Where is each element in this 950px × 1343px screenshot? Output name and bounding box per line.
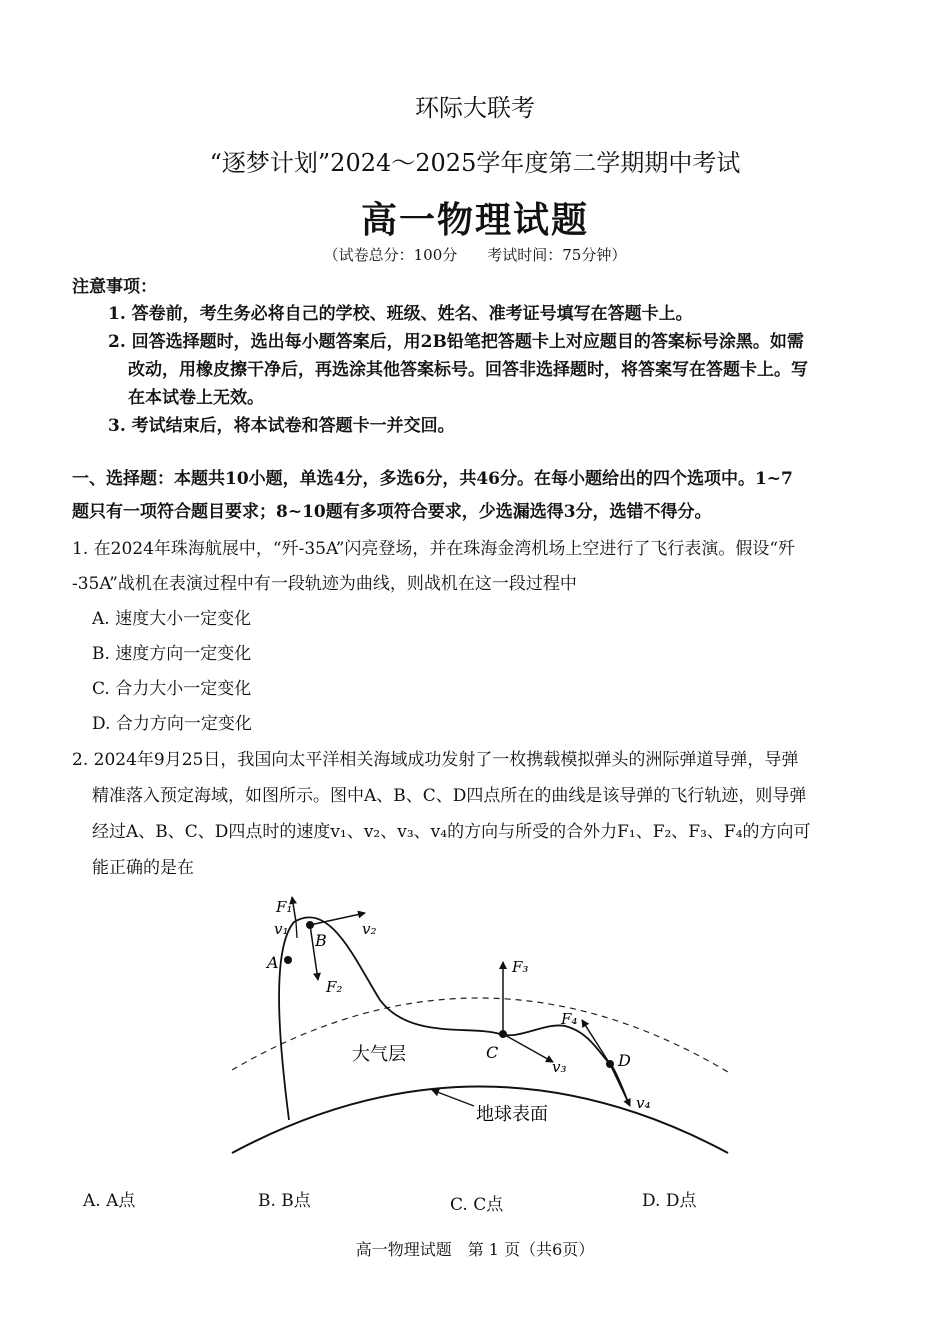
force-f1-arrow	[292, 897, 296, 922]
label-point-a: A	[267, 953, 279, 972]
page-footer: 高一物理试题 第 1 页（共6页）	[355, 1240, 595, 1259]
label-f2: F₂	[326, 978, 343, 996]
label-earth-surface: 地球表面	[476, 1104, 548, 1125]
label-v1: v₁	[274, 920, 289, 938]
notice-item: 在本试卷上无效。	[128, 388, 264, 408]
velocity-v1-line	[296, 922, 297, 938]
question-1-option: D. 合力方向一定变化	[92, 714, 252, 734]
notice-item: 改动，用橡皮擦干净后，再选涂其他答案标号。回答非选择题时，将答案写在答题卡上。写	[128, 360, 808, 380]
notice-item: 3. 考试结束后，将本试卷和答题卡一并交回。	[108, 416, 455, 436]
notice-item: 2. 回答选择题时，选出每小题答案后，用2B铅笔把答题卡上对应题目的答案标号涂黑。如需	[108, 332, 804, 352]
question-2-text: 能正确的是在	[92, 858, 194, 878]
question-1-text: -35A”战机在表演过程中有一段轨迹为曲线，则战机在这一段过程中	[72, 574, 577, 594]
trajectory-figure	[220, 890, 740, 1170]
label-point-d: D	[618, 1051, 631, 1070]
label-f1: F₁	[276, 898, 293, 916]
label-f4: F₄	[561, 1010, 578, 1028]
section-heading: 题只有一项符合题目要求；8~10题有多项符合要求，少选漏选得3分，选错不得分。	[72, 502, 712, 522]
question-2-text: 2. 2024年9月25日，我国向太平洋相关海域成功发射了一枚携载模拟弹头的洲际弹道导弹，导弹	[72, 750, 799, 770]
label-v2: v₂	[362, 920, 377, 938]
notice-item: 1. 答卷前，考生务必将自己的学校、班级、姓名、准考证号填写在答题卡上。	[108, 304, 693, 324]
question-1-option: A. 速度大小一定变化	[92, 609, 252, 629]
label-atmosphere: 大气层	[352, 1044, 406, 1065]
question-2-option: C. C点	[450, 1195, 504, 1215]
label-v4: v₄	[636, 1094, 651, 1112]
subject-title: 高一物理试题	[360, 199, 589, 241]
question-2-option: B. B点	[258, 1191, 311, 1211]
exam-title: “逐梦计划”2024～2025学年度第二学期期中考试	[209, 149, 741, 177]
question-1-option: C. 合力大小一定变化	[92, 679, 252, 699]
question-2-text: 精准落入预定海域，如图所示。图中A、B、C、D四点所在的曲线是该导弹的飞行轨迹，则导弹	[92, 786, 807, 806]
question-2-option: D. D点	[642, 1191, 697, 1211]
atmosphere-boundary	[232, 998, 728, 1072]
velocity-v4-arrow	[610, 1064, 630, 1106]
surface-pointer-arrow	[432, 1090, 474, 1106]
velocity-v3-arrow	[503, 1034, 553, 1062]
question-1-option: B. 速度方向一定变化	[92, 644, 252, 664]
question-2-option: A. A点	[83, 1191, 136, 1211]
label-v3: v₃	[552, 1058, 567, 1076]
point-a-dot	[284, 956, 292, 964]
notice-title: 注意事项：	[72, 277, 157, 297]
question-1-text: 1. 在2024年珠海航展中，“歼-35A”闪亮登场，并在珠海金湾机场上空进行了飞行表演。假设“歼	[72, 539, 796, 559]
label-point-b: B	[315, 931, 327, 950]
force-f4-arrow	[582, 1020, 610, 1064]
label-point-c: C	[486, 1043, 499, 1062]
exam-organizer: 环际大联考	[415, 94, 535, 122]
section-heading: 一、选择题：本题共10小题，单选4分，多选6分，共46分。在每小题给出的四个选项中。1~7	[72, 469, 793, 489]
exam-meta: （试卷总分：100分 考试时间：75分钟）	[323, 246, 627, 264]
label-f3: F₃	[512, 958, 529, 976]
question-2-text: 经过A、B、C、D四点时的速度v₁、v₂、v₃、v₄的方向与所受的合外力F₁、F₂、F₃、F₄的方向可	[92, 822, 811, 842]
